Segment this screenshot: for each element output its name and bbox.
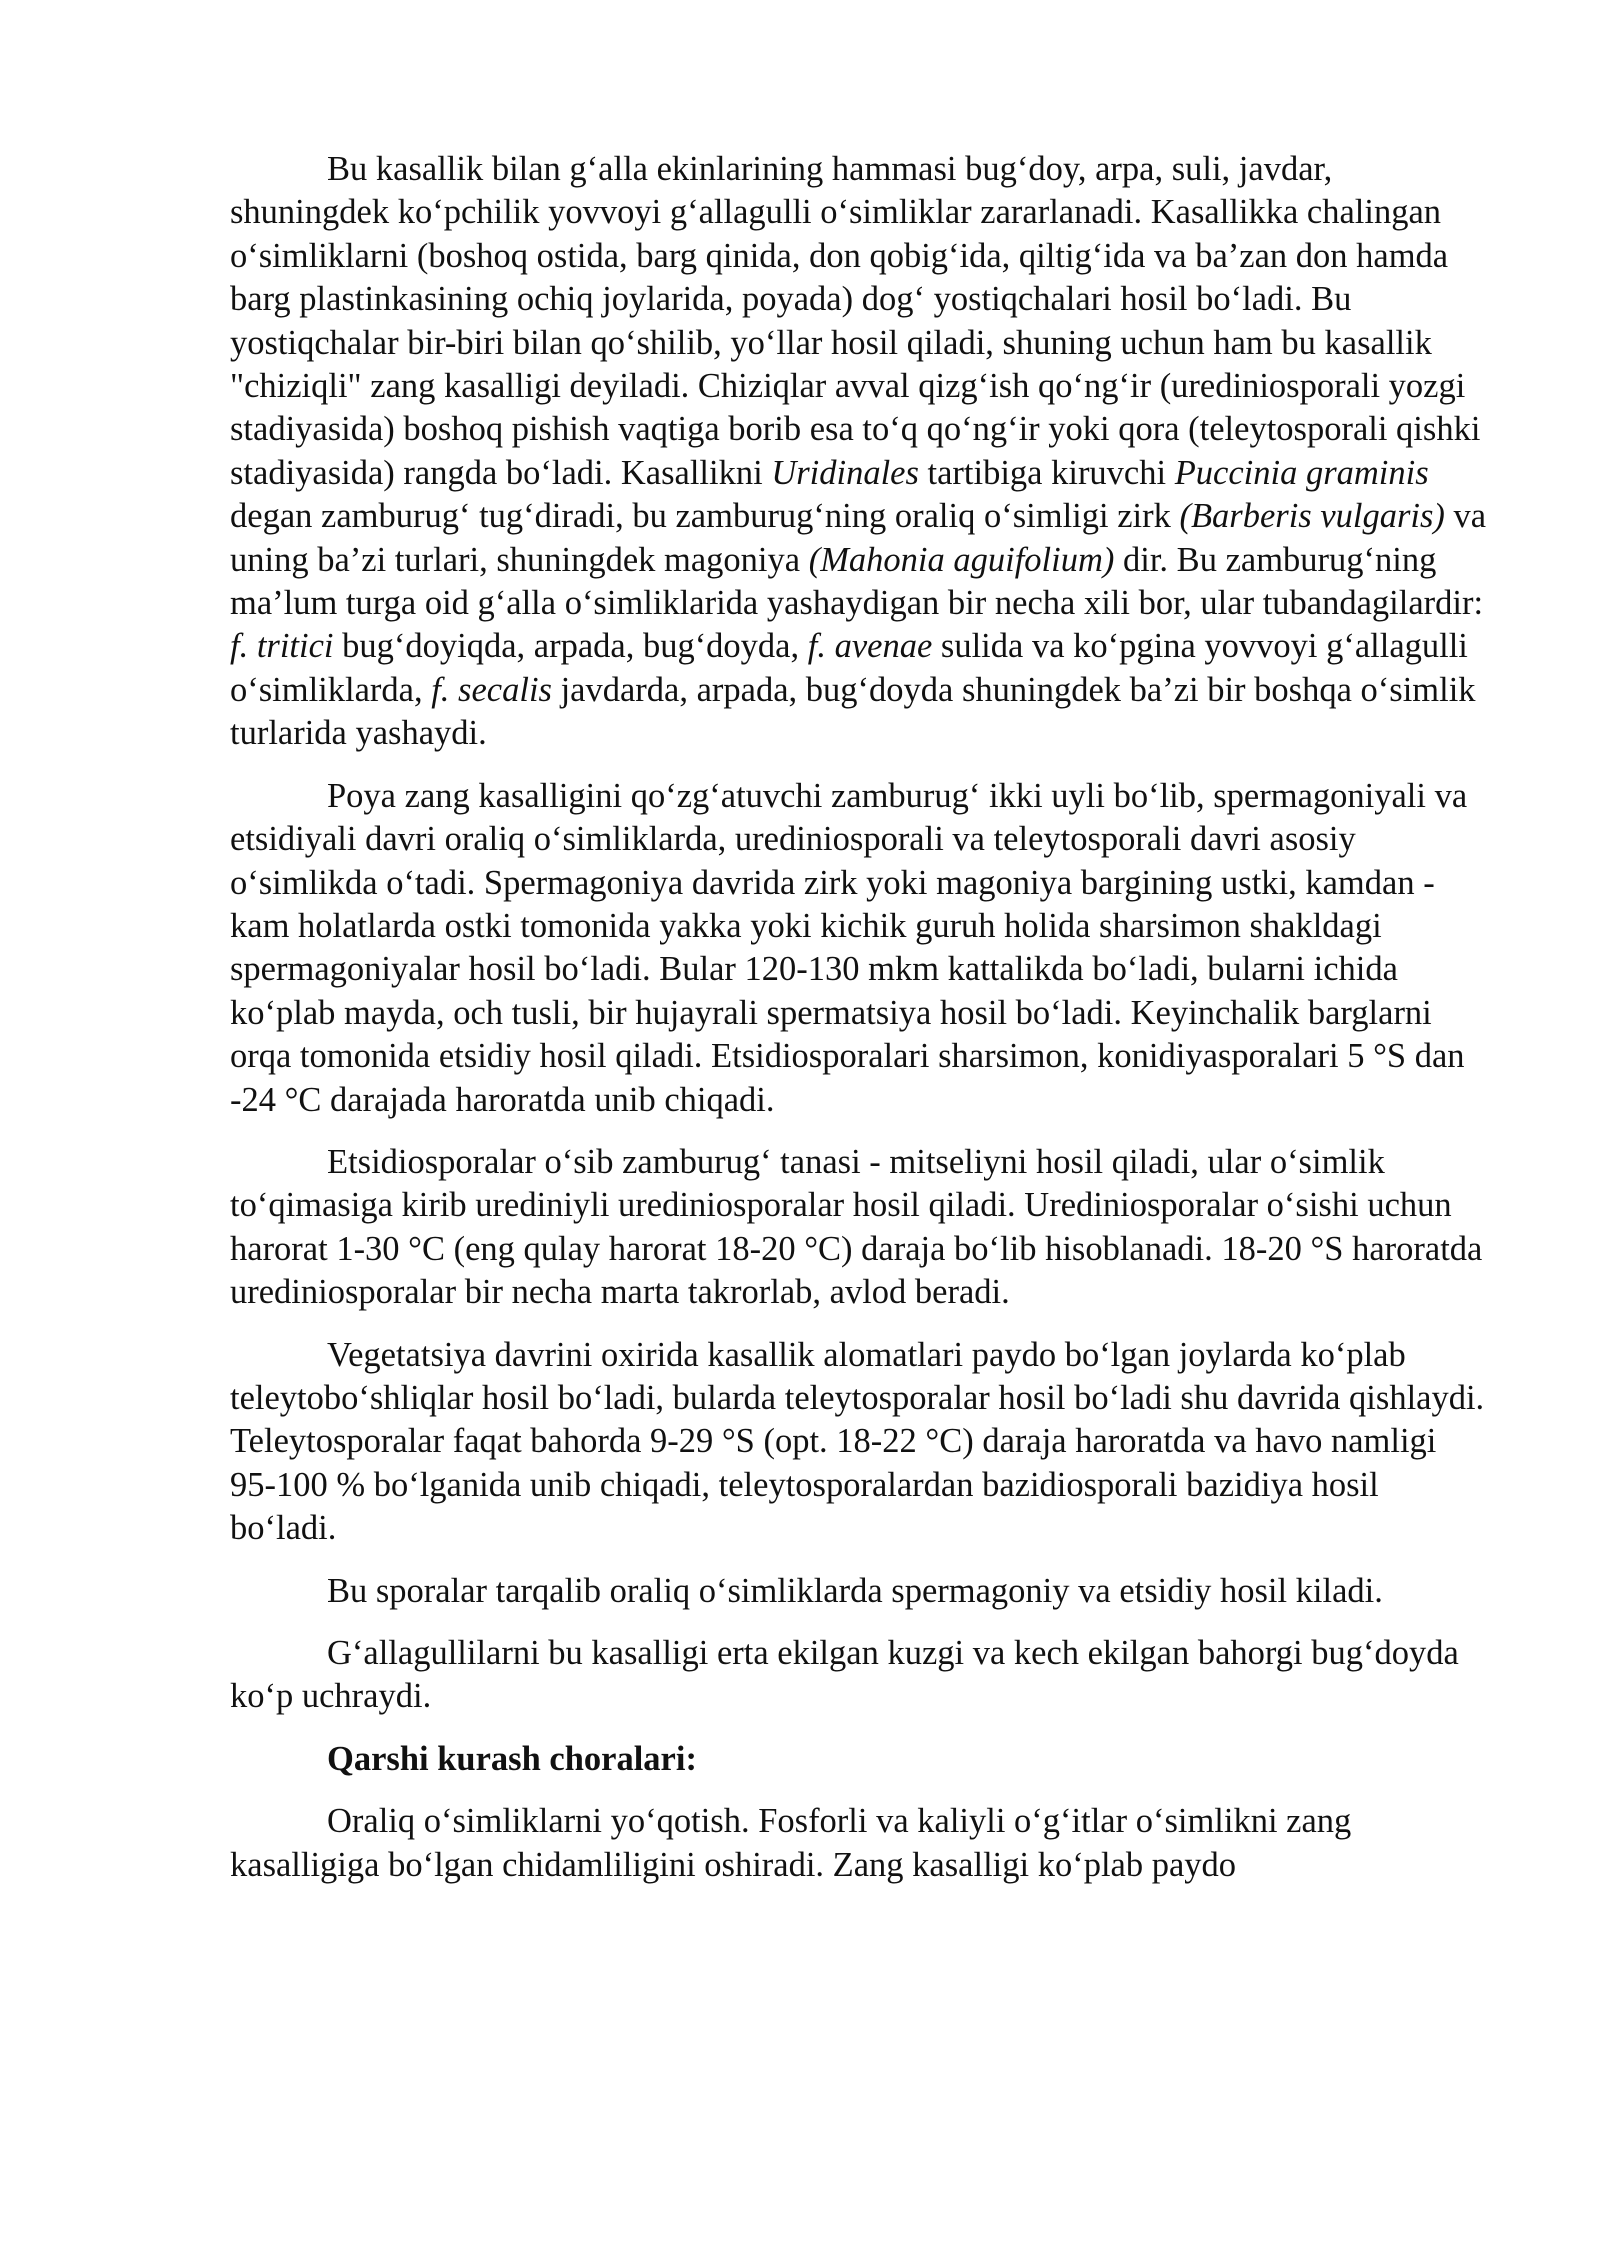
italic-term: (Barberis vulgaris)	[1179, 497, 1445, 536]
italic-term: f. avenae	[807, 627, 933, 666]
italic-term: (Mahonia aguifolium)	[808, 540, 1115, 579]
paragraph-lifecycle: Poya zang kasalligini qo‘zg‘atuvchi zamburug‘ ikki uyli bo‘lib, spermagoniyali va etsidiyali davri oraliq o‘simliklarda, urediniosporali va teleytosporali davri asosiy o‘simlikda o‘tadi. Spermagoniya davrida zirk yoki magoniya bargining ustki, kamdan -kam holatlarda ostki tomonida yakka yoki kichik guruh holida sharsimon shakldagi spermagoniyalar hosil bo‘ladi. Bular 120-130 mkm kattalikda bo‘ladi, bularni ichida ko‘plab mayda, och tusli, bir hujayrali spermatsiya hosil bo‘ladi. Keyinchalik barglarni orqa tomonida etsidiy hosil qiladi. Etsidiosporalari sharsimon, konidiyasporalari 5 °S dan -24 °C darajada haroratda unib chiqadi.	[230, 776, 1468, 1119]
paragraph-text: tartibiga kiruvchi	[918, 453, 1175, 492]
paragraph-text: bug‘doyiqda, arpada, bug‘doyda,	[333, 627, 808, 666]
paragraph-text: javdarda, arpada, bug‘doyda shuningdek ba’zi bir boshqa o‘simlik	[551, 670, 1476, 709]
paragraph-stem-rust-hosts	[230, 148, 1490, 756]
italic-term: Uridinales	[771, 453, 919, 492]
paragraph-text: degan zamburug‘ tug‘diradi, bu zamburug‘ning oraliq o‘simligi zirk	[230, 497, 1180, 536]
paragraph-etsidiospores: Etsidiosporalar o‘sib zamburug‘ tanasi - mitseliyni hosil qiladi, ular o‘simlik to‘qimasiga kirib urediniyli urediniosporalar hosil qiladi. Urediniosporalar o‘sishi uchun harorat 1-30 °C (eng qulay harorat 18-20 °C) daraja bo‘lib hisoblanadi. 18-20 °S haroratda urediniosporalar bir necha marta takrorlab, avlod beradi.	[230, 1142, 1483, 1312]
section-heading-control: Qarshi kurash choralari:	[327, 1739, 697, 1778]
paragraph-vegetation: Vegetatsiya davrini oxirida kasallik alomatlari paydo bo‘lgan joylarda ko‘plab teleytobo‘shliqlar hosil bo‘ladi, bularda teleytosporalar hosil bo‘ladi shu davrida qishlaydi. Teleytosporalar faqat bahorda 9-29 °S (opt. 18-22 °C) daraja haroratda va havo namligi 95-100 % bo‘lganida unib chiqadi, teleytosporalardan bazidiosporali bazidiya hosil bo‘ladi.	[230, 1335, 1485, 1548]
paragraph-occurrence: G‘allagullilarni bu kasalligi erta ekilgan kuzgi va kech ekilgan bahorgi bug‘doyda ko‘p uchraydi.	[230, 1634, 1459, 1716]
paragraph-text: sulida va ko‘pgina yovvoyi g‘allagulli o‘simliklarda,	[230, 627, 1468, 709]
paragraph-text: va uning ba’zi turlari, shuningdek magoniya	[230, 497, 1487, 579]
paragraph-control-measures: Oraliq o‘simliklarni yo‘qotish. Fosforli va kaliyli o‘g‘itlar o‘simlikni zang kasalligiga bo‘lgan chidamliligini oshiradi. Zang kasalligi ko‘plab paydo	[230, 1802, 1352, 1884]
italic-term: f. tritici	[230, 627, 334, 666]
paragraph-spores-spread: Bu sporalar tarqalib oraliq o‘simliklarda spermagoniy va etsidiy hosil kiladi.	[327, 1571, 1383, 1610]
paragraph-text: turlarida yashaydi.	[230, 714, 487, 753]
paragraph-text: Bu kasallik bilan g‘alla ekinlarining hammasi bug‘doy, arpa, suli, javdar, shuningdek ko‘pchilik yovvoyi g‘allagulli o‘simliklar zararlanadi. Kasallikka chalingan o‘simliklarni (boshoq ostida, barg qinida, don qobig‘ida, qiltig‘ida va ba’zan don hamda barg plastinkasining ochiq joylarida, poyada) dog‘ yostiqchalari hosil bo‘ladi. Bu yostiqchalar bir-biri bilan qo‘shilib, yo‘llar hosil qiladi, shuning uchun ham bu kasallik "chiziqli" zang kasalligi deyiladi. Chiziqlar avval qizg‘ish qo‘ng‘ir (urediniosporali yozgi stadiyasida) boshoq pishish vaqtiga borib esa to‘q qo‘ng‘ir yoki qora (teleytosporali qishki stadiyasida) rangda bo‘ladi. Kasallikni	[230, 150, 1481, 492]
document-page	[230, 148, 1490, 1906]
paragraph-text: dir. Bu zamburug‘ning ma’lum turga oid g‘alla o‘simliklarida yashaydigan bir necha xili bor, ular tubandagilardir:	[230, 540, 1484, 623]
italic-term: f. secalis	[431, 670, 552, 709]
italic-term: Puccinia graminis	[1174, 453, 1429, 492]
